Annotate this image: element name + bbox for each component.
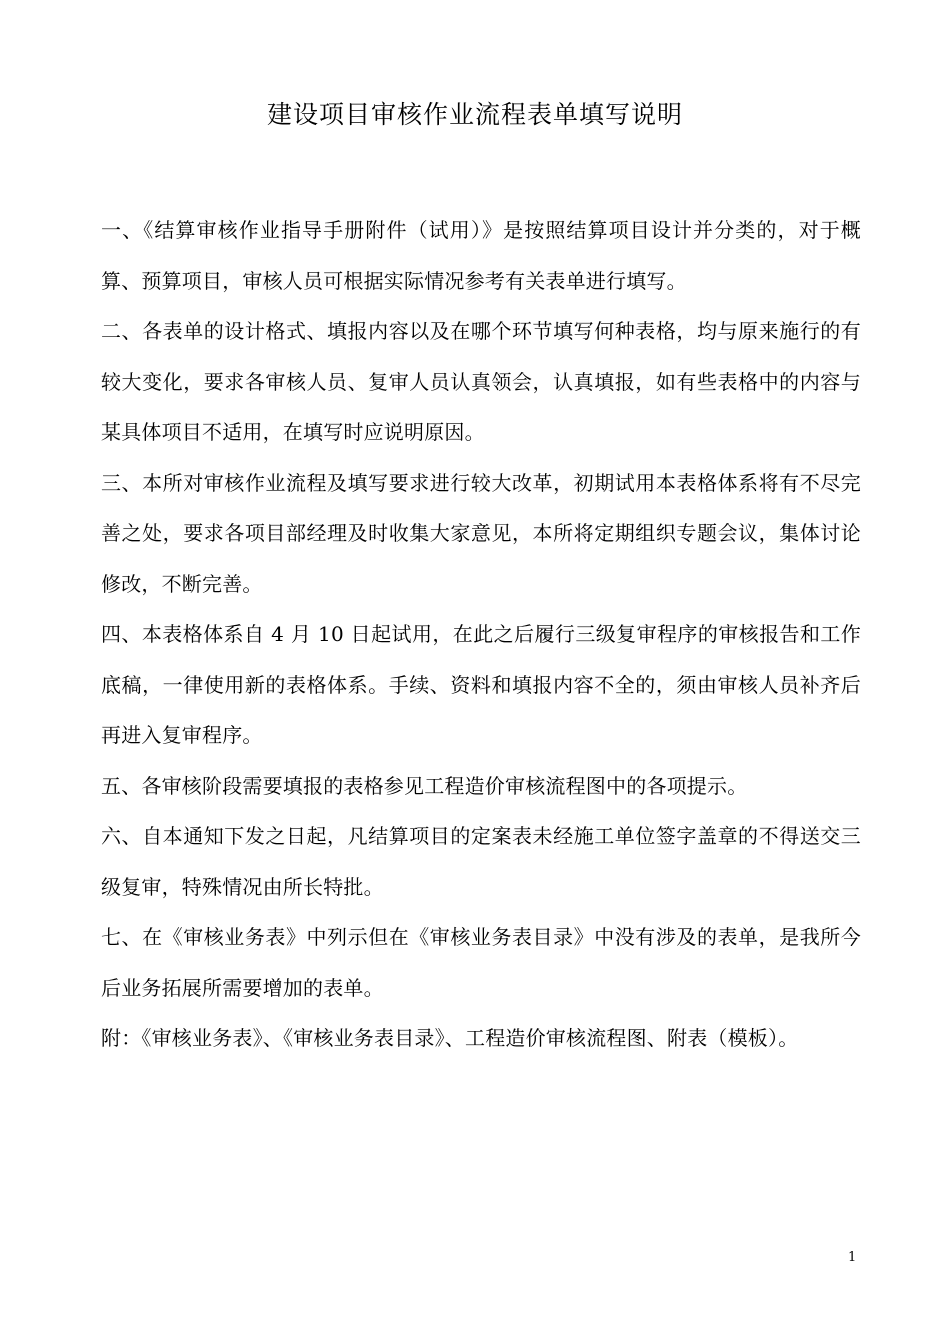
page-title: 建设项目审核作业流程表单填写说明 [266, 100, 683, 129]
paragraph-4: 四、本表格体系自 4 月 10 日起试用，在此之后履行三级复审程序的审核报告和工作底稿，一律使用新的表格体系。手续、资料和填报内容不全的，须由审核人员补齐后再进入复审程序。 [101, 622, 861, 747]
paragraph-6: 六、自本通知下发之日起，凡结算项目的定案表未经施工单位签字盖章的不得送交三级复审，特殊情况由所长特批。 [101, 824, 861, 899]
paragraph-2: 二、各表单的设计格式、填报内容以及在哪个环节填写何种表格，均与原来施行的有较大变化，要求各审核人员、复审人员认真领会，认真填报，如有些表格中的内容与某具体项目不适用，在填写时应说明原因。 [101, 319, 861, 444]
document-body [101, 205, 861, 1064]
paragraph-5: 五、各审核阶段需要填报的表格参见工程造价审核流程图中的各项提示。 [101, 773, 748, 798]
attachments-note: 附：《审核业务表》、《审核业务表目录》、工程造价审核流程图、附表（模板）。 [101, 1026, 799, 1050]
paragraph-7: 七、在《审核业务表》中列示但在《审核业务表目录》中没有涉及的表单，是我所今后业务拓展所需要增加的表单。 [101, 925, 861, 1000]
page-number: 1 [848, 1250, 857, 1265]
paragraph-3: 三、本所对审核作业流程及填写要求进行较大改革，初期试用本表格体系将有不尽完善之处，要求各项目部经理及时收集大家意见，本所将定期组织专题会议，集体讨论修改，不断完善。 [101, 470, 861, 596]
paragraph-1: 一、《结算审核作业指导手册附件（试用）》是按照结算项目设计并分类的，对于概算、预算项目，审核人员可根据实际情况参考有关表单进行填写。 [101, 218, 861, 293]
